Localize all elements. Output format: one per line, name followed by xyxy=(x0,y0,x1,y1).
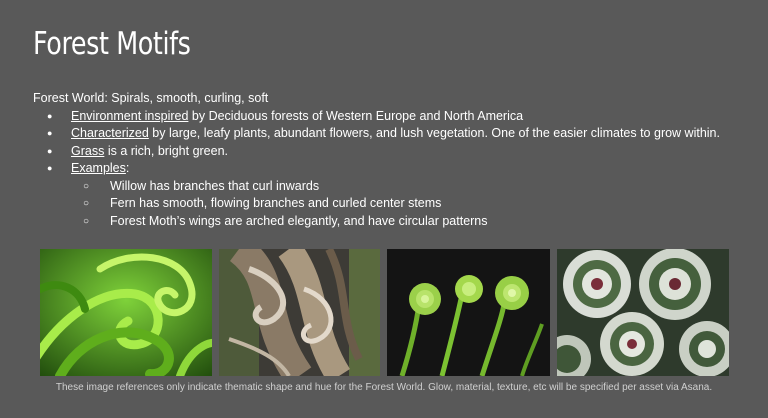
sub-bullet-item: ○ Forest Moth’s wings are arched elegantly, and have circular patterns xyxy=(71,213,753,231)
spiral-begonia-leaves-photo xyxy=(557,249,729,376)
slide-body xyxy=(33,90,753,230)
sub-bullet-list xyxy=(71,178,753,231)
intro-line: Forest World: Spirals, smooth, curling, soft xyxy=(33,91,269,105)
bullet-text: by Deciduous forests of Western Europe and North America xyxy=(188,108,524,123)
twisted-driftwood-photo xyxy=(219,249,380,376)
sub-bullet-item: ○ Fern has smooth, flowing branches and curled center stems xyxy=(71,195,753,213)
bullet-term: Examples xyxy=(71,161,126,175)
bullet-item xyxy=(33,160,753,230)
bullet-text: by large, leafy plants, abundant flowers, and lush vegetation. One of the easier climates to grow within. xyxy=(148,126,720,140)
bullet-list xyxy=(33,108,753,231)
bullet-item xyxy=(33,108,753,126)
bullet-term: Characterized xyxy=(71,126,149,140)
bullet-item xyxy=(33,125,753,143)
bullet-item xyxy=(33,143,753,161)
bullet-text: : xyxy=(125,161,130,175)
slide-title: Forest Motifs xyxy=(33,26,191,62)
bullet-term: Grass xyxy=(71,143,105,158)
curled-willow-tendrils-photo xyxy=(40,249,212,376)
bullet-term: Environment inspired xyxy=(71,108,189,123)
bullet-text: is a rich, bright green. xyxy=(104,143,229,158)
image-caption: These image references only indicate thematic shape and hue for the Forest World. Glow, material, texture, etc will be specified per asset via Asana. xyxy=(55,382,713,393)
fern-fiddleheads-photo xyxy=(387,249,550,376)
sub-bullet-item: ○ Willow has branches that curl inwards xyxy=(71,178,753,196)
